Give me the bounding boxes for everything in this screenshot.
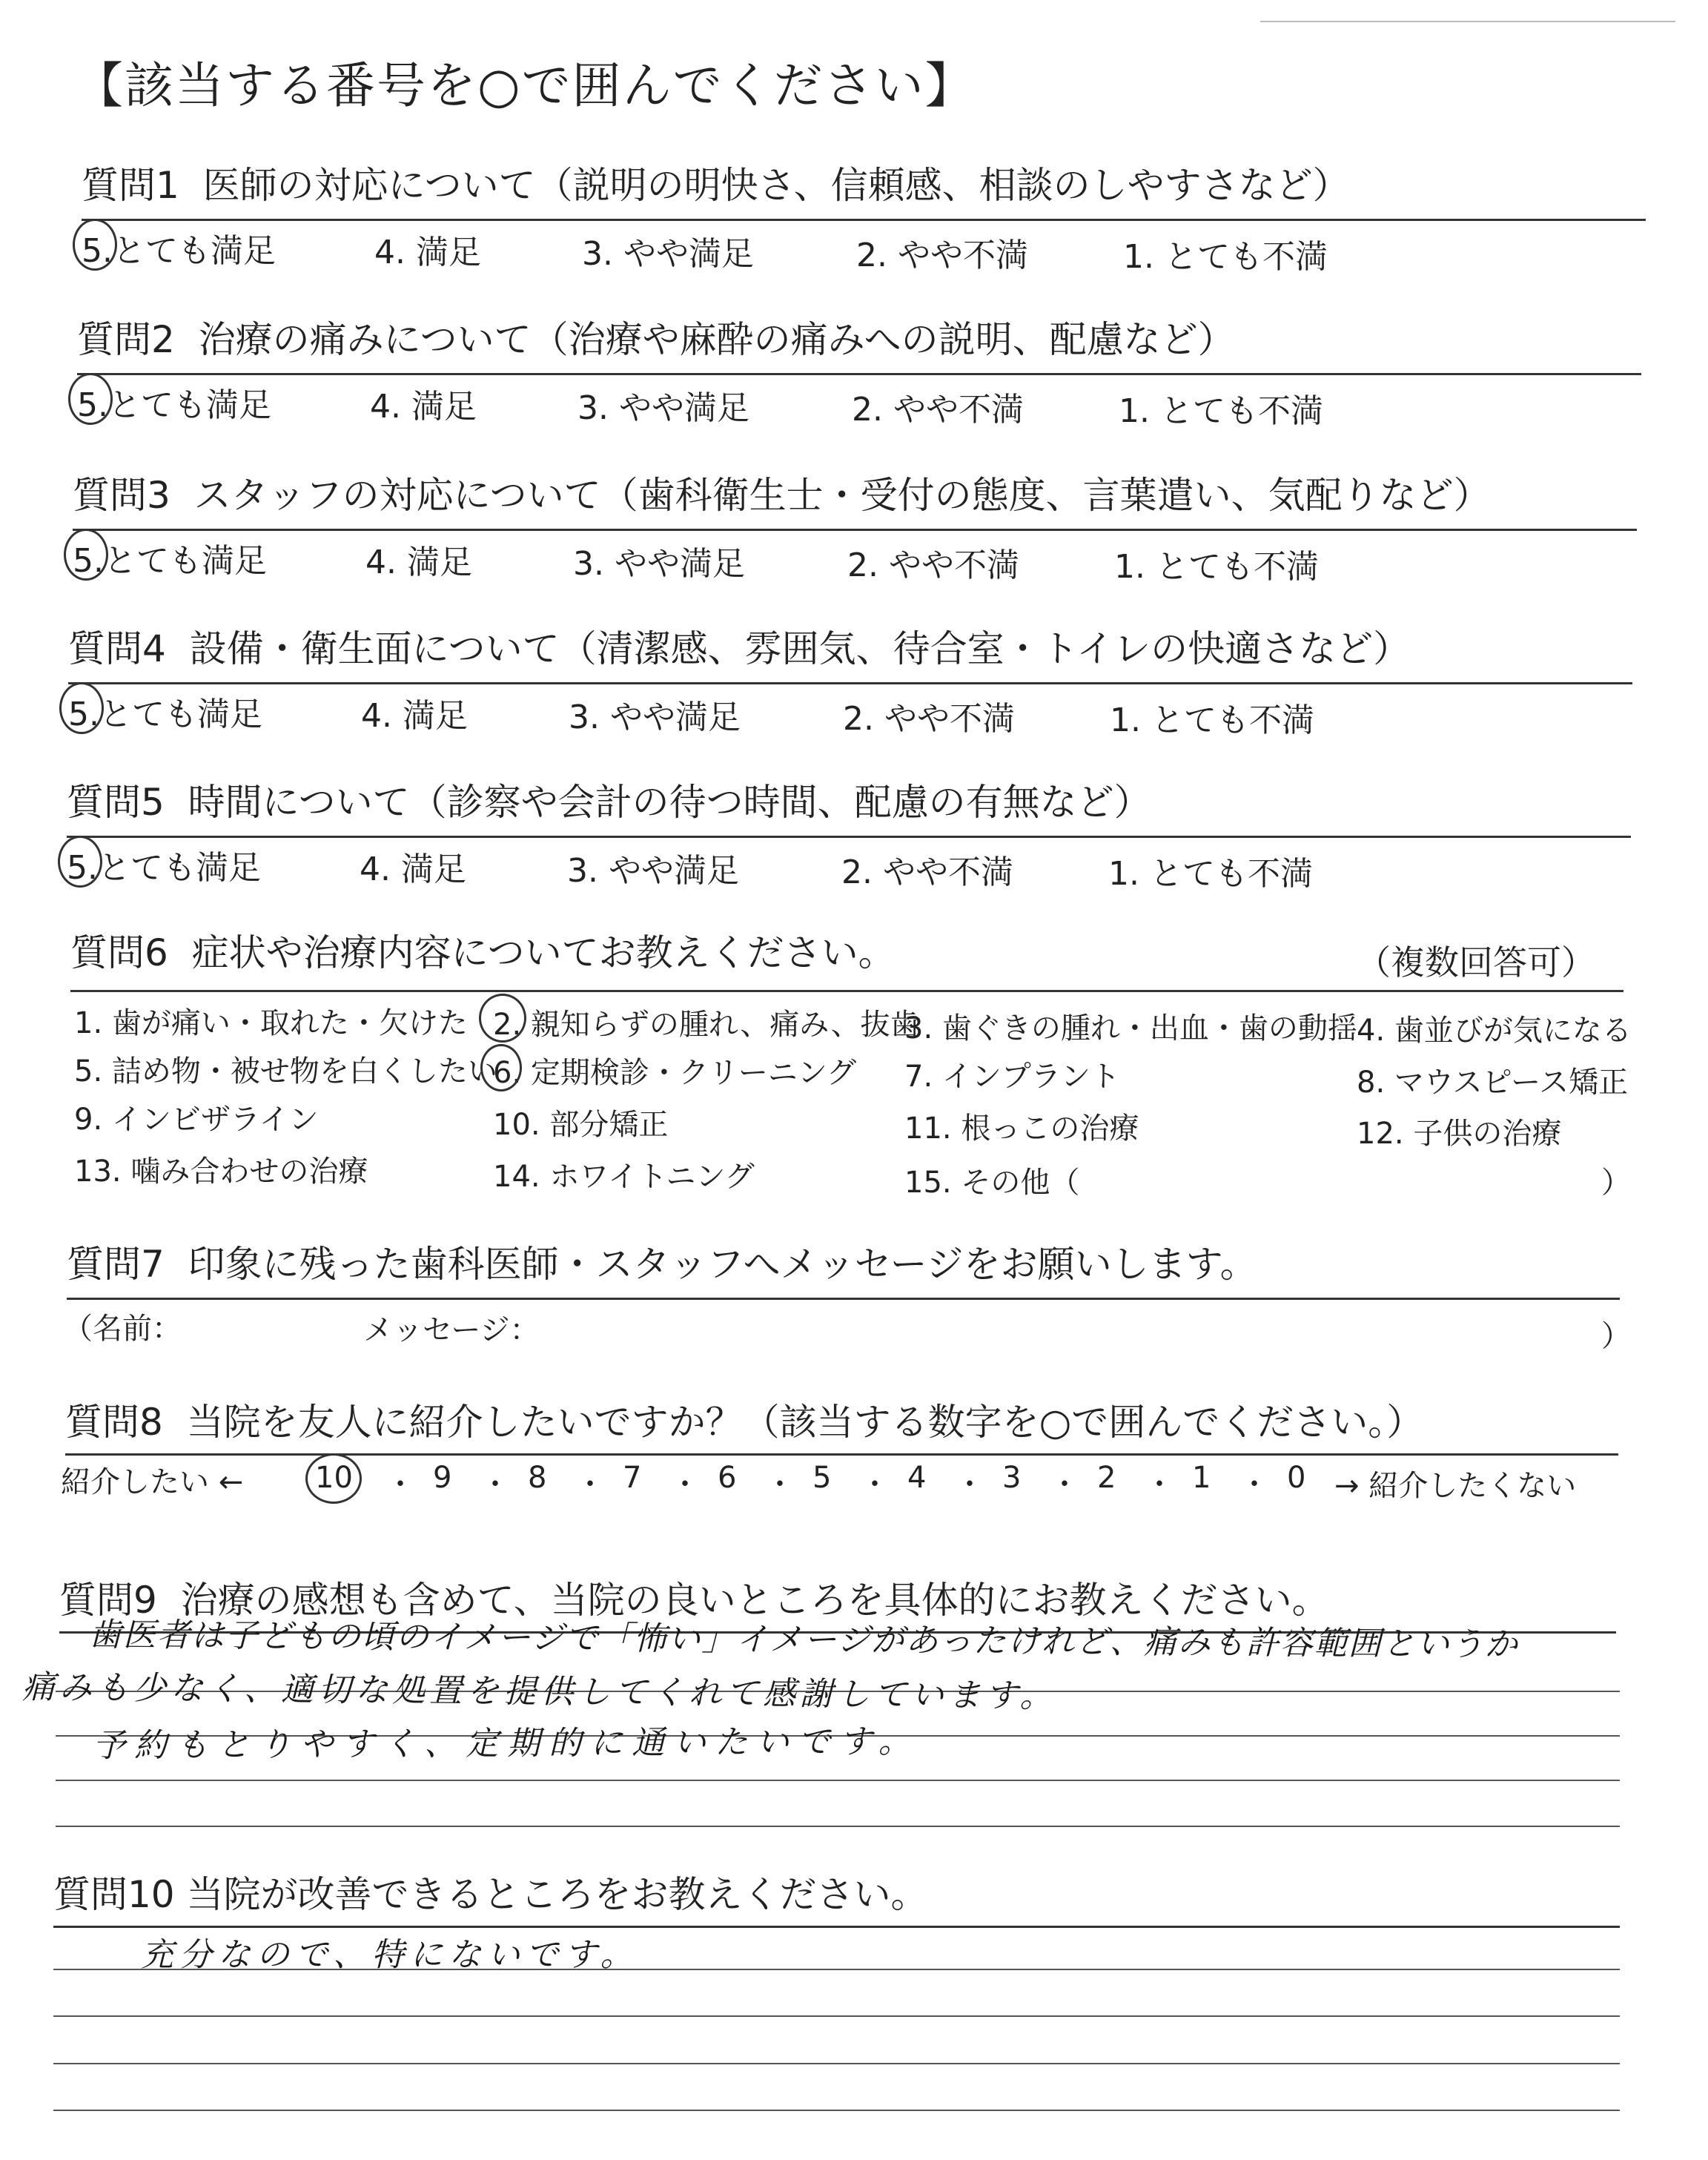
q5-rule [67, 836, 1631, 838]
q10-label: 質問10 [53, 1873, 175, 1916]
q1-option-2[interactable]: 2. やや不満 [856, 237, 1028, 274]
q5-option-4[interactable]: 4. 満足 [360, 851, 466, 888]
q2-rule [77, 373, 1641, 375]
q8-scale-value-8[interactable]: 8 [528, 1461, 547, 1495]
q8-scale-separator: ・ [1239, 1467, 1269, 1502]
q6-option-15[interactable]: 15. その他（ [904, 1166, 1080, 1200]
q1-heading [82, 156, 1350, 209]
q10-text: 当院が改善できるところをお教えください。 [186, 1873, 928, 1916]
q8-scale-separator: ・ [1050, 1467, 1079, 1502]
q8-text: 当院を友人に紹介したいですか？（該当する数字を○で囲んでください。） [186, 1401, 1424, 1444]
q8-scale-separator: ・ [1145, 1467, 1174, 1502]
q8-selection-circle [305, 1453, 362, 1504]
q10-answer-line-4 [53, 2110, 1620, 2111]
q2-option-1[interactable]: 1. とても不満 [1119, 392, 1323, 430]
q8-scale-value-2[interactable]: 2 [1097, 1461, 1116, 1495]
q10-answer-line-3 [53, 2063, 1620, 2064]
q8-scale-separator: ・ [670, 1467, 700, 1502]
q2-heading [77, 310, 1235, 363]
q6-label: 質問6 [70, 931, 168, 974]
q7-message-label[interactable]: メッセージ： [363, 1313, 540, 1347]
q1-rule [82, 219, 1646, 221]
q6-note: （複数回答可） [1357, 942, 1595, 982]
q1-selection-circle [73, 219, 117, 271]
q6-option-15-close: ） [1601, 1166, 1631, 1200]
q9-answer-line-4 [56, 1826, 1620, 1827]
q7-heading [67, 1235, 1257, 1288]
page-title: 【該当する番号を○で囲んでください】 [74, 57, 976, 114]
q8-scale-separator: ・ [765, 1467, 795, 1502]
q8-right-label: → 紹介したくない [1334, 1469, 1577, 1503]
q4-option-1[interactable]: 1. とても不満 [1110, 701, 1314, 739]
q4-heading [68, 619, 1410, 673]
q4-option-3[interactable]: 3. やや満足 [569, 698, 741, 736]
q8-left-label: 紹介したい ← [61, 1465, 244, 1499]
q1-option-5[interactable]: 5.とても満足 [82, 232, 276, 270]
q8-heading [65, 1393, 1423, 1446]
q6-heading [70, 923, 896, 977]
q6-option-10[interactable]: 10. 部分矯正 [493, 1108, 669, 1142]
q2-option-3[interactable]: 3. やや満足 [577, 389, 749, 427]
q3-rule [73, 529, 1637, 531]
q9-answer-text-1: 歯医者は子どもの頃のイメージで「怖い」イメージがあったけれど、痛みも許容範囲というか [88, 1616, 1520, 1664]
q8-scale-separator: ・ [955, 1467, 984, 1502]
q3-heading [73, 466, 1491, 519]
q2-option-4[interactable]: 4. 満足 [370, 388, 477, 426]
q3-option-2[interactable]: 2. やや不満 [847, 546, 1019, 584]
q6-option-8[interactable]: 8. マウスピース矯正 [1357, 1066, 1629, 1100]
q6-option-13[interactable]: 13. 噛み合わせの治療 [74, 1155, 368, 1189]
q3-option-1[interactable]: 1. とても不満 [1114, 548, 1319, 586]
q4-option-5[interactable]: 5.とても満足 [68, 696, 262, 733]
q6-rule [70, 990, 1623, 992]
q7-text: 印象に残った歯科医師・スタッフへメッセージをお願いします。 [188, 1243, 1257, 1286]
q5-selection-circle [58, 836, 102, 888]
q5-option-3[interactable]: 3. やや満足 [567, 852, 739, 890]
q7-rule [67, 1298, 1620, 1300]
q10-heading [53, 1865, 928, 1918]
q6-selection-circle-6 [480, 1044, 522, 1091]
q10-answer-text: 充分なので、特にないです。 [141, 1936, 639, 1974]
q8-scale-value-0[interactable]: 0 [1287, 1461, 1306, 1495]
q8-scale-value-10[interactable]: 10 [315, 1461, 353, 1495]
scan-edge-line [1260, 21, 1675, 22]
q8-scale-value-3[interactable]: 3 [1002, 1461, 1022, 1495]
q8-scale-value-1[interactable]: 1 [1192, 1461, 1211, 1495]
q3-option-5[interactable]: 5.とても満足 [73, 542, 267, 580]
q8-scale-separator: ・ [480, 1467, 510, 1502]
q9-answer-text-2: 痛みも少なく、適切な処置を提供してくれて感謝しています。 [21, 1668, 1057, 1716]
q4-text: 設備・衛生面について（清潔感、雰囲気、待合室・トイレの快適さなど） [189, 627, 1411, 670]
q5-heading [67, 773, 1151, 826]
q1-text: 医師の対応について（説明の明快さ、信頼感、相談のしやすさなど） [202, 164, 1350, 207]
q8-scale-value-5[interactable]: 5 [812, 1461, 832, 1495]
q3-text: スタッフの対応について（歯科衛生士・受付の態度、言葉遣い、気配りなど） [193, 474, 1491, 517]
q3-option-4[interactable]: 4. 満足 [365, 544, 472, 581]
q6-option-9[interactable]: 9. インビザライン [74, 1103, 319, 1137]
q1-option-1[interactable]: 1. とても不満 [1123, 238, 1328, 276]
q8-scale-separator: ・ [575, 1467, 605, 1502]
q8-scale-value-6[interactable]: 6 [718, 1461, 737, 1495]
q6-option-4[interactable]: 4. 歯並びが気になる [1357, 1014, 1632, 1048]
q5-text: 時間について（診察や会計の待つ時間、配慮の有無など） [188, 781, 1151, 824]
q4-selection-circle [59, 682, 104, 734]
q4-label: 質問4 [68, 627, 166, 670]
q8-scale-value-4[interactable]: 4 [907, 1461, 927, 1495]
q4-option-2[interactable]: 2. やや不満 [843, 700, 1015, 738]
q8-scale-value-7[interactable]: 7 [623, 1461, 642, 1495]
q5-option-1[interactable]: 1. とても不満 [1108, 855, 1313, 893]
q5-option-5[interactable]: 5.とても満足 [67, 849, 261, 887]
q1-option-4[interactable]: 4. 満足 [374, 234, 481, 271]
q4-rule [68, 682, 1632, 684]
q8-scale-separator: ・ [385, 1467, 415, 1502]
q6-option-1[interactable]: 1. 歯が痛い・取れた・欠けた [74, 1006, 468, 1040]
q6-option-12[interactable]: 12. 子供の治療 [1357, 1117, 1562, 1151]
q8-rule [65, 1453, 1618, 1456]
q2-text: 治療の痛みについて（治療や麻酔の痛みへの説明、配慮など） [198, 318, 1235, 361]
q9-answer-text-3: 予約もとりやすく、定期的に通いたいです。 [92, 1723, 920, 1765]
q6-option-6[interactable]: 6. 定期検診・クリーニング [493, 1056, 857, 1090]
q4-option-4[interactable]: 4. 満足 [361, 697, 468, 735]
q2-label: 質問2 [77, 318, 175, 361]
q8-scale-separator: ・ [860, 1467, 890, 1502]
q3-selection-circle [64, 529, 108, 581]
q8-label: 質問8 [65, 1401, 163, 1444]
q7-close-paren: ） [1601, 1319, 1631, 1353]
q9-text: 治療の感想も含めて、当院の良いところを具体的にお教えください。 [180, 1579, 1329, 1622]
q9-label: 質問9 [59, 1579, 157, 1622]
q7-name-label[interactable]: （名前： [63, 1312, 182, 1346]
q3-label: 質問3 [73, 474, 171, 517]
q6-selection-circle-2 [479, 994, 526, 1043]
q6-option-2[interactable]: 2. 親知らずの腫れ、痛み、抜歯 [493, 1008, 920, 1042]
q6-option-14[interactable]: 14. ホワイトニング [493, 1160, 755, 1194]
q8-scale-value-9[interactable]: 9 [433, 1461, 452, 1495]
q10-answer-line-2 [53, 2015, 1620, 2017]
q3-option-3[interactable]: 3. やや満足 [573, 545, 745, 583]
q5-label: 質問5 [67, 781, 165, 824]
q2-option-2[interactable]: 2. やや不満 [852, 391, 1024, 429]
q6-option-3[interactable]: 3. 歯ぐきの腫れ・出血・歯の動揺 [904, 1011, 1357, 1046]
q1-option-3[interactable]: 3. やや満足 [582, 235, 754, 273]
q1-label: 質問1 [82, 164, 179, 207]
q6-text: 症状や治療内容についてお教えください。 [191, 931, 896, 974]
q5-option-2[interactable]: 2. やや不満 [841, 853, 1013, 891]
q9-answer-line-3 [56, 1780, 1620, 1781]
q2-selection-circle [68, 373, 113, 425]
q6-option-5[interactable]: 5. 詰め物・被せ物を白くしたい [74, 1054, 497, 1089]
q6-option-7[interactable]: 7. インプラント [904, 1060, 1120, 1094]
q7-label: 質問7 [67, 1243, 165, 1286]
q6-option-11[interactable]: 11. 根っこの治療 [904, 1112, 1139, 1146]
q2-option-5[interactable]: 5.とても満足 [77, 386, 271, 424]
